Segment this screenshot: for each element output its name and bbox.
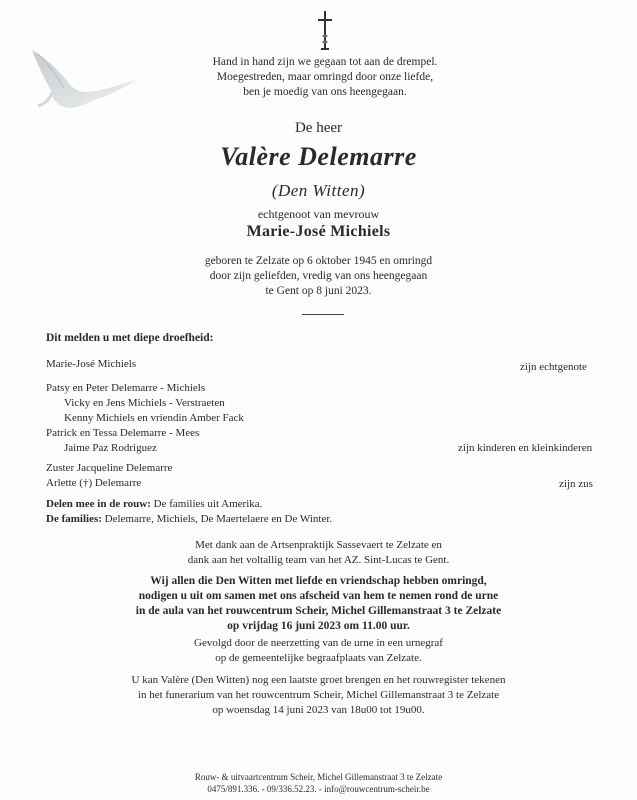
family-role: zijn kinderen en kleinkinderen xyxy=(458,442,593,454)
cross-icon xyxy=(316,10,334,52)
invitation-line: nodigen u uit om samen met ons afscheid van hem te nemen rond de urne xyxy=(138,590,499,602)
thanks-line: Met dank aan de Artsenpraktijk Sassevaert te Zelzate en xyxy=(195,539,442,551)
invitation-line: op vrijdag 16 juni 2023 om 11.00 uur. xyxy=(227,620,410,632)
verse-line: Hand in hand zijn we gegaan tot aan de drempel. xyxy=(212,56,438,68)
divider xyxy=(302,314,344,315)
thanks-line: dank aan het voltallig team van het AZ. Sint-Lucas te Gent. xyxy=(187,554,450,566)
family-member: Patsy en Peter Delemarre - Michiels xyxy=(46,382,206,394)
mourning-label: De families: xyxy=(46,513,102,525)
verse xyxy=(160,55,490,100)
burial-line: Gevolgd door de neerzetting van de urne in een urnegraf xyxy=(194,637,443,649)
verse-line: Moegestreden, maar omringd door onze liefde, xyxy=(216,71,434,83)
deceased-nickname: (Den Witten) xyxy=(271,181,366,200)
footer-line: Rouw- & uitvaartcentrum Scheir, Michel Gillemanstraat 3 te Zelzate xyxy=(194,772,443,782)
invitation-line: Wij allen die Den Witten met liefde en vriendschap hebben omringd, xyxy=(150,575,487,587)
verse-line: ben je moedig van ons heengegaan. xyxy=(243,86,407,98)
invitation xyxy=(0,574,637,634)
family-role: zijn zus xyxy=(559,478,593,490)
birth-death-line: geboren te Zelzate op 6 oktober 1945 en omringd xyxy=(204,255,433,267)
thanks xyxy=(0,538,637,568)
footer xyxy=(0,771,637,795)
visitation xyxy=(0,673,637,718)
mourning-text: De families uit Amerika. xyxy=(150,498,263,510)
family-member: Patrick en Tessa Delemarre - Mees xyxy=(46,427,200,439)
spouse-intro: echtgenoot van mevrouw xyxy=(257,207,380,221)
burial-line: op de gemeentelijke begraafplaats van Zelzate. xyxy=(215,652,422,664)
birth-death-line: door zijn geliefden, vredig van ons heengegaan xyxy=(209,270,428,282)
honorific: De heer xyxy=(294,120,343,136)
family-member: Marie-José Michiels xyxy=(46,358,137,370)
family-member: Zuster Jacqueline Delemarre xyxy=(46,462,173,474)
mourning-text: Delemarre, Michiels, De Maertelaere en De Winter. xyxy=(101,513,333,525)
family-member: Vicky en Jens Michiels - Verstraeten xyxy=(64,397,225,409)
mourning-label: Delen mee in de rouw: xyxy=(46,498,151,510)
dove-icon xyxy=(28,44,140,112)
birth-death-info xyxy=(0,254,637,299)
family-member: Jaime Paz Rodriguez xyxy=(64,442,157,454)
footer-line: 0475/891.336. - 09/336.52.23. - info@rouwcentrum-scheir.be xyxy=(207,784,430,794)
visitation-line: U kan Valère (Den Witten) nog een laatste groet brengen en het rouwregister tekenen xyxy=(131,674,506,686)
visitation-line: op woensdag 14 juni 2023 van 18u00 tot 19u00. xyxy=(212,704,425,716)
announce-heading: Dit melden u met diepe droefheid: xyxy=(46,332,214,344)
visitation-line: in het funerarium van het rouwcentrum Scheir, Michel Gillemanstraat 3 te Zelzate xyxy=(137,689,500,701)
mourning-line xyxy=(46,513,332,525)
spouse-name: Marie-José Michiels xyxy=(246,223,391,240)
family-member: Arlette (†) Delemarre xyxy=(46,477,142,489)
burial xyxy=(0,636,637,666)
family-role: zijn echtgenote xyxy=(520,361,587,373)
family-member: Kenny Michiels en vriendin Amber Fack xyxy=(64,412,244,424)
mourning-line xyxy=(46,498,262,510)
invitation-line: in de aula van het rouwcentrum Scheir, Michel Gillemanstraat 3 te Zelzate xyxy=(135,605,502,617)
birth-death-line: te Gent op 8 juni 2023. xyxy=(265,285,372,297)
deceased-name: Valère Delemarre xyxy=(220,142,417,171)
